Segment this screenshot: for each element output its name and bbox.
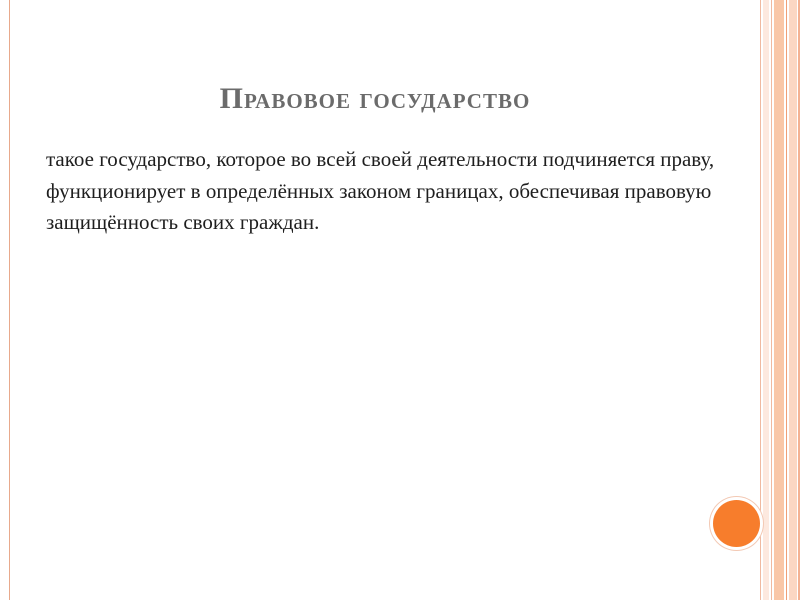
stripe — [763, 0, 769, 600]
slide-body-text: такое государство, которое во всей своей деятельности подчиняется праву, функционирует в определённых законом границах, обеспечивая правовую защищённость своих граждан. — [46, 147, 715, 234]
stripe — [786, 0, 787, 600]
stripe — [760, 0, 761, 600]
stripe — [774, 0, 784, 600]
stripe — [789, 0, 797, 600]
orange-circle-icon — [713, 500, 760, 547]
right-decorative-stripes — [760, 0, 800, 600]
slide-title: Правовое государство — [219, 82, 531, 115]
stripe — [771, 0, 772, 600]
left-border — [0, 0, 10, 600]
